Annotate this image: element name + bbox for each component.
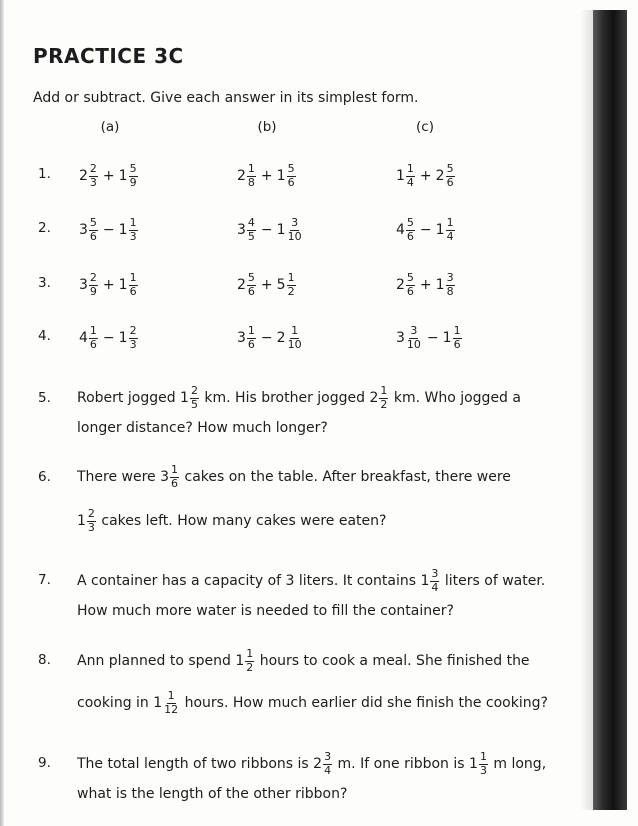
whole-number: 4 [79,330,88,347]
problem-number: 8. [38,652,51,668]
operator: − [426,330,439,347]
fraction [406,325,422,351]
problem-number: 6. [38,469,51,485]
denominator: 4 [446,229,454,243]
numerator: 1 [287,271,295,284]
denominator: 6 [247,337,255,351]
problem-number: 7. [38,572,51,588]
numerator: 5 [287,162,295,175]
problem-text: cooking in 1 [77,695,163,712]
denominator: 6 [453,337,461,351]
numerator: 2 [89,271,97,284]
whole-number: 2 [276,330,286,347]
numerator: 1 [129,216,137,229]
numerator: 1 [246,647,254,660]
page-left-edge [0,0,4,826]
fraction [87,508,96,534]
whole-number: 1 [442,330,452,347]
numerator: 1 [167,689,175,702]
whole-number: 2 [79,168,88,185]
denominator: 3 [87,520,95,534]
fraction [129,272,138,298]
whole-number: 1 [118,277,128,294]
numerator: 5 [129,162,137,175]
denominator: 12 [164,702,179,716]
operator: + [260,168,273,185]
column-heading-a: (a) [100,119,120,135]
denominator: 6 [406,284,414,298]
denominator: 5 [190,397,198,411]
whole-number: 1 [118,222,128,239]
denominator: 6 [406,229,414,243]
denominator: 6 [247,284,255,298]
denominator: 3 [129,337,137,351]
fraction [406,272,415,298]
expression-1b [237,163,297,189]
whole-number: 1 [435,222,445,239]
fraction [129,325,138,351]
fraction [190,385,199,411]
denominator: 10 [287,337,302,351]
instructions: Add or subtract. Give each answer in its simplest form. [33,90,419,106]
denominator: 2 [380,397,388,411]
operator: + [102,168,115,185]
problem-text: liters of water. [440,573,546,590]
denominator: 10 [406,337,421,351]
operator: + [102,277,115,294]
fraction [406,217,415,243]
numerator: 1 [89,324,97,337]
problem-text: longer distance? How much longer? [77,420,328,436]
fraction [89,272,98,298]
word-problem-line [77,420,577,436]
expression-3c [396,272,456,298]
problem-text: km. Who jogged a [389,390,521,407]
denominator: 4 [431,580,439,594]
word-problem-line [77,690,577,716]
whole-number: 2 [396,277,405,294]
problem-number: 5. [38,390,51,406]
operator: − [260,222,273,239]
book-binding [593,10,627,810]
binding-shadow [580,10,594,810]
whole-number: 4 [396,222,405,239]
numerator: 5 [89,216,97,229]
denominator: 6 [129,284,137,298]
fraction [247,163,256,189]
fraction [129,163,138,189]
problem-number: 9. [38,755,51,771]
numerator: 2 [129,324,137,337]
operator: − [102,222,115,239]
numerator: 1 [247,162,255,175]
numerator: 3 [410,324,418,337]
whole-number: 1 [396,168,405,185]
fraction [170,464,179,490]
denominator: 8 [247,175,255,189]
numerator: 4 [247,216,255,229]
denominator: 4 [406,175,414,189]
fraction [379,385,388,411]
word-problem-line [77,786,577,802]
expression-2c [396,217,456,243]
numerator: 2 [89,162,97,175]
whole-number: 2 [237,168,246,185]
expression-4c [396,325,463,351]
fraction [446,163,455,189]
fraction [446,217,455,243]
fraction [89,325,98,351]
problem-number: 2. [38,220,51,236]
numerator: 2 [190,384,198,397]
denominator: 3 [89,175,97,189]
denominator: 2 [287,284,295,298]
fraction [323,751,332,777]
denominator: 4 [324,763,332,777]
problem-text: m long, [488,756,547,773]
problem-text: cakes left. How many cakes were eaten? [96,513,387,530]
fraction [89,163,98,189]
fraction [287,325,303,351]
expression-2a [79,217,139,243]
word-problem-line [77,648,577,674]
fraction [245,648,254,674]
expression-4b [237,325,304,351]
problem-text: There were 3 [77,469,170,486]
problem-text: The total length of two ribbons is 2 [77,756,323,773]
problem-text: what is the length of the other ribbon? [77,786,348,802]
fraction [163,690,179,716]
denominator: 3 [479,763,487,777]
expression-3b [237,272,297,298]
numerator: 5 [247,271,255,284]
denominator: 9 [129,175,137,189]
denominator: 6 [89,229,97,243]
fraction [287,217,303,243]
denominator: 6 [89,337,97,351]
problem-text: hours to cook a meal. She finished the [255,653,530,670]
problem-text: Robert jogged 1 [77,390,189,407]
expression-2b [237,217,304,243]
fraction [453,325,462,351]
denominator: 10 [287,229,302,243]
numerator: 1 [380,384,388,397]
page-title: PRACTICE 3C [33,44,184,68]
fraction [446,272,455,298]
numerator: 3 [291,216,299,229]
operator: − [419,222,432,239]
whole-number: 1 [118,168,128,185]
fraction [479,751,488,777]
fraction [89,217,98,243]
numerator: 5 [446,162,454,175]
denominator: 9 [89,284,97,298]
numerator: 1 [479,750,487,763]
problem-text: cakes on the table. After breakfast, there were [180,469,511,486]
problem-text: Ann planned to spend 1 [77,653,245,670]
operator: − [102,330,115,347]
problem-text: m. If one ribbon is 1 [333,756,478,773]
fraction [406,163,415,189]
problem-text: 1 [77,513,86,530]
word-problem-line [77,751,577,777]
denominator: 2 [246,660,254,674]
numerator: 1 [247,324,255,337]
whole-number: 1 [276,222,286,239]
word-problem-line [77,385,577,411]
problem-text: How much more water is needed to fill the container? [77,603,454,619]
column-heading-c: (c) [416,119,434,135]
problem-text: km. His brother jogged 2 [199,390,379,407]
fraction [247,272,256,298]
denominator: 8 [446,284,454,298]
numerator: 1 [453,324,461,337]
whole-number: 3 [396,330,405,347]
expression-4a [79,325,139,351]
fraction [430,568,439,594]
denominator: 6 [171,476,179,490]
denominator: 5 [247,229,255,243]
word-problem-line [77,603,577,619]
word-problem-line [77,464,577,490]
denominator: 6 [287,175,295,189]
operator: + [419,277,432,294]
whole-number: 1 [435,277,445,294]
problem-number: 4. [38,328,51,344]
fraction [129,217,138,243]
fraction [247,325,256,351]
operator: + [419,168,432,185]
expression-3a [79,272,139,298]
column-heading-b: (b) [257,119,277,135]
whole-number: 2 [237,277,246,294]
numerator: 1 [406,162,414,175]
problem-number: 3. [38,275,51,291]
denominator: 3 [129,229,137,243]
word-problem-line [77,568,577,594]
expression-1c [396,163,456,189]
fraction [287,272,296,298]
numerator: 1 [171,463,179,476]
numerator: 3 [324,750,332,763]
numerator: 1 [129,271,137,284]
operator: − [260,330,273,347]
whole-number: 1 [118,330,128,347]
whole-number: 2 [435,168,445,185]
numerator: 5 [406,271,414,284]
problem-text: hours. How much earlier did she finish the cooking? [180,695,548,712]
expression-1a [79,163,139,189]
numerator: 3 [431,567,439,580]
whole-number: 3 [237,330,246,347]
numerator: 2 [87,507,95,520]
whole-number: 3 [79,277,88,294]
word-problem-line [77,508,577,534]
fraction [287,163,296,189]
numerator: 5 [406,216,414,229]
fraction [247,217,256,243]
operator: + [260,277,273,294]
denominator: 6 [446,175,454,189]
numerator: 1 [446,216,454,229]
problem-text: A container has a capacity of 3 liters. It contains 1 [77,573,430,590]
whole-number: 1 [276,168,286,185]
whole-number: 3 [237,222,246,239]
numerator: 1 [291,324,299,337]
problem-number: 1. [38,166,51,182]
whole-number: 3 [79,222,88,239]
whole-number: 5 [276,277,286,294]
numerator: 3 [446,271,454,284]
